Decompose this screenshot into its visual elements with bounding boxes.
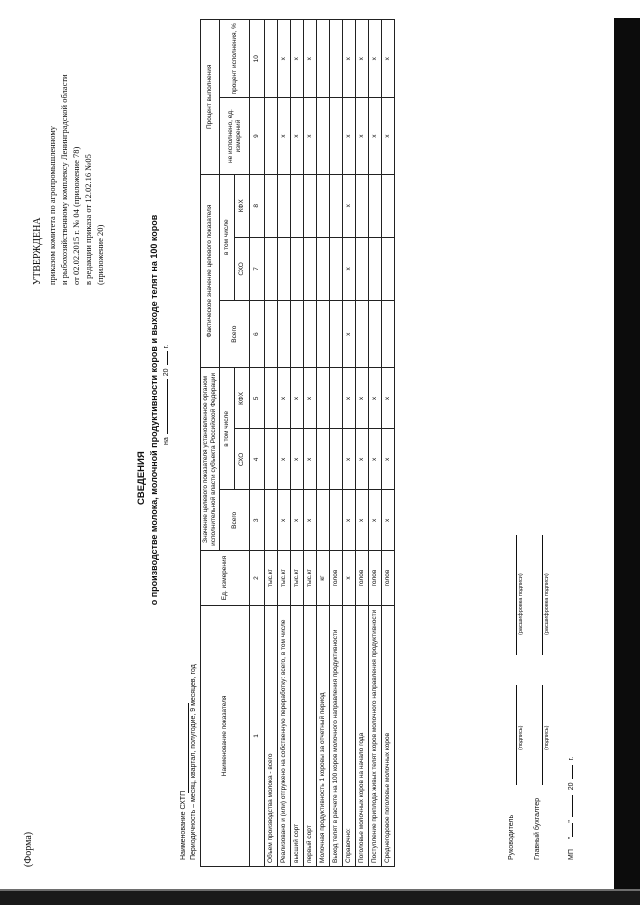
col-header-name: Наименование показателя: [201, 605, 250, 866]
table-cell: х: [291, 429, 304, 490]
column-number: 9: [250, 98, 265, 174]
report-date-line: [163, 345, 170, 445]
table-cell: [330, 20, 343, 98]
approval-line: приказом комитета по агропромышленному: [47, 126, 57, 285]
table-cell: [265, 368, 278, 429]
table-row: [369, 20, 382, 867]
column-number: 7: [250, 237, 265, 300]
table-cell: [330, 237, 343, 300]
column-number: 4: [250, 429, 265, 490]
table-cell: [278, 174, 291, 237]
table-cell: х: [278, 490, 291, 551]
table-row: [330, 20, 343, 867]
form-label: (Форма): [23, 831, 34, 867]
column-number: 6: [250, 300, 265, 367]
table-cell: [330, 98, 343, 174]
table-cell: х: [343, 98, 356, 174]
table-cell: [369, 300, 382, 367]
table-cell: х: [382, 429, 395, 490]
table-cell: [317, 368, 330, 429]
table-cell: [317, 490, 330, 551]
year-suffix: г.: [163, 344, 170, 349]
table-row: [382, 20, 395, 867]
col-header-sho: СХО: [235, 237, 250, 300]
mp-g: г.: [568, 756, 575, 761]
accountant-decode-line: [542, 535, 543, 655]
accountant-signature-caption: (подпись): [544, 725, 550, 750]
date-blank: [167, 379, 168, 434]
table-row: [356, 20, 369, 867]
col-header-total: Всего: [220, 300, 250, 367]
table-cell: [265, 490, 278, 551]
table-cell: х: [343, 551, 356, 605]
table-cell: [356, 174, 369, 237]
table-cell: [304, 237, 317, 300]
table-cell: х: [356, 20, 369, 98]
table-cell: х: [291, 98, 304, 174]
table-cell: х: [291, 490, 304, 551]
indicator-name-cell: Реализовано и (или) отгружено на собственную переработку: всего, в том числе: [278, 605, 291, 866]
approval-line: (приложение 20): [95, 224, 105, 285]
table-cell: [265, 20, 278, 98]
table-cell: [330, 300, 343, 367]
indicator-name-cell: Среднегодовое поголовье молочных коров: [382, 605, 395, 866]
table-cell: [382, 300, 395, 367]
table-cell: [304, 174, 317, 237]
column-number: 1: [250, 605, 265, 866]
col-header-unit: Ед. измерения: [201, 551, 250, 605]
col-header-target: Значение целевого показателя установленное органом исполнительной власти субъекта Российской Федерации: [201, 368, 220, 551]
year-prefix: 20: [163, 368, 170, 377]
table-cell: [291, 237, 304, 300]
table-cell: тыс.кг: [304, 551, 317, 605]
table-cell: [265, 300, 278, 367]
col-header-incl: в том числе: [220, 368, 235, 490]
mp-year: 20: [568, 782, 575, 791]
table-cell: [317, 20, 330, 98]
table-cell: [291, 300, 304, 367]
col-header-incl: в том числе: [220, 174, 235, 300]
indicator-name-cell: первый сорт: [304, 605, 317, 866]
table-cell: голов: [369, 551, 382, 605]
table-cell: [265, 174, 278, 237]
col-header-total: Всего: [220, 490, 250, 551]
col-header-actual: Фактическое значение целевого показателя: [201, 174, 220, 368]
table-cell: х: [369, 368, 382, 429]
table-cell: х: [291, 20, 304, 98]
table-cell: х: [356, 490, 369, 551]
column-number: 2: [250, 551, 265, 605]
indicator-name-cell: Объем производства молока - всего: [265, 605, 278, 866]
col-header-percent: Процент выполнения: [201, 20, 220, 175]
table-cell: х: [382, 20, 395, 98]
table-cell: [369, 237, 382, 300]
table-row: [343, 20, 356, 867]
indicator-name-cell: Выход телят в расчете на 100 коров молочного направления продуктивности: [330, 605, 343, 866]
col-header-pct-done: процент исполнения, %: [220, 20, 250, 98]
table-cell: [356, 300, 369, 367]
table-cell: х: [278, 98, 291, 174]
table-cell: х: [343, 429, 356, 490]
table-cell: х: [343, 300, 356, 367]
table-cell: [278, 237, 291, 300]
table-cell: [330, 368, 343, 429]
table-cell: х: [382, 490, 395, 551]
approval-block: [32, 74, 106, 285]
table-cell: [278, 300, 291, 367]
table-cell: х: [343, 368, 356, 429]
column-number: 5: [250, 368, 265, 429]
table-cell: голов: [330, 551, 343, 605]
table-cell: [317, 174, 330, 237]
mp-label: МП: [568, 849, 575, 860]
column-number: 3: [250, 490, 265, 551]
col-header-kfh: КФХ: [235, 368, 250, 429]
table-cell: х: [304, 20, 317, 98]
table-cell: х: [369, 20, 382, 98]
indicator-name-cell: Молочная продуктивность 1 коровы за отчетный период: [317, 605, 330, 866]
accountant-decode-caption: (расшифровка подписи): [544, 573, 550, 635]
document-subtitle: о производстве молока, молочной продуктивности коров и выходе телят на 100 коров: [149, 214, 159, 606]
table-cell: [369, 174, 382, 237]
accountant-signature-line: [542, 685, 543, 785]
column-number: 10: [250, 20, 265, 98]
year-blank: [167, 351, 168, 365]
accountant-label: Главный бухгалтер: [534, 798, 541, 860]
table-row: [304, 20, 317, 867]
head-label: Руководитель: [508, 814, 515, 860]
table-cell: тыс.кг: [278, 551, 291, 605]
table-cell: х: [278, 429, 291, 490]
table-cell: х: [382, 98, 395, 174]
approval-line: от 02.02.2015 г. № 04 (приложение 78): [71, 146, 81, 285]
document-title: СВЕДЕНИЯ: [136, 451, 147, 505]
table-row: [291, 20, 304, 867]
head-decode-caption: (расшифровка подписи): [518, 573, 524, 635]
table-cell: х: [382, 368, 395, 429]
table-cell: [330, 174, 343, 237]
table-cell: х: [369, 98, 382, 174]
table-cell: [330, 429, 343, 490]
table-cell: [317, 429, 330, 490]
org-label: Наименование СХТП: [180, 790, 187, 860]
document-page: [20, 5, 620, 885]
table-cell: х: [343, 20, 356, 98]
col-header-sho: СХО: [235, 429, 250, 490]
table-cell: [304, 300, 317, 367]
table-cell: тыс.кг: [265, 551, 278, 605]
table-row: [317, 20, 330, 867]
table-cell: тыс.кг: [291, 551, 304, 605]
table-cell: х: [278, 368, 291, 429]
table-cell: [330, 490, 343, 551]
table-cell: [265, 237, 278, 300]
table-row: [278, 20, 291, 867]
table-body: [265, 20, 395, 867]
table-cell: х: [343, 490, 356, 551]
column-number: 8: [250, 174, 265, 237]
table-cell: х: [304, 368, 317, 429]
table-cell: х: [369, 490, 382, 551]
indicator-name-cell: высший сорт: [291, 605, 304, 866]
table-cell: голов: [356, 551, 369, 605]
indicators-table: [200, 19, 395, 867]
scan-edge-bottom: [0, 891, 640, 905]
head-signature-caption: (подпись): [518, 725, 524, 750]
col-header-kfh: КФХ: [235, 174, 250, 237]
table-cell: х: [356, 429, 369, 490]
table-cell: х: [343, 237, 356, 300]
period-label: Периодичность – месяц, квартал, полугодие, 9 месяцев, год: [190, 664, 197, 860]
table-cell: х: [356, 368, 369, 429]
stamp-line: МП "" 20 г.: [568, 756, 575, 860]
table-cell: [317, 98, 330, 174]
approval-line: в редакции приказа от 12.02.16 №05: [83, 154, 93, 285]
table-cell: х: [304, 429, 317, 490]
indicator-name-cell: Справочно:: [343, 605, 356, 866]
approval-head: УТВЕРЖДЕНА: [32, 217, 43, 285]
table-cell: [265, 98, 278, 174]
table-cell: [317, 300, 330, 367]
table-cell: [382, 174, 395, 237]
table-row: [265, 20, 278, 867]
table-cell: голов: [382, 551, 395, 605]
table-cell: х: [278, 20, 291, 98]
col-header-not-done: не исполнено, ед. измерений: [220, 98, 250, 174]
table-cell: [265, 429, 278, 490]
table-cell: х: [356, 98, 369, 174]
table-cell: х: [304, 490, 317, 551]
table-cell: х: [343, 174, 356, 237]
indicator-name-cell: Поступление приплода живых телят коров молочного направления продуктивности: [369, 605, 382, 866]
column-number-row: [250, 20, 265, 867]
table-cell: х: [369, 429, 382, 490]
head-decode-line: [516, 535, 517, 655]
date-prefix: на: [163, 437, 170, 445]
table-cell: [291, 174, 304, 237]
approval-line: и рыбохозяйственному комплексу Ленинградской области: [59, 74, 69, 285]
table-cell: х: [304, 98, 317, 174]
table-cell: [317, 237, 330, 300]
table-cell: х: [291, 368, 304, 429]
table-cell: [382, 237, 395, 300]
table-cell: [356, 237, 369, 300]
table-cell: кг: [317, 551, 330, 605]
org-field-line: [188, 703, 189, 793]
indicator-name-cell: Поголовье молочных коров на начало года: [356, 605, 369, 866]
head-signature-line: [516, 685, 517, 785]
